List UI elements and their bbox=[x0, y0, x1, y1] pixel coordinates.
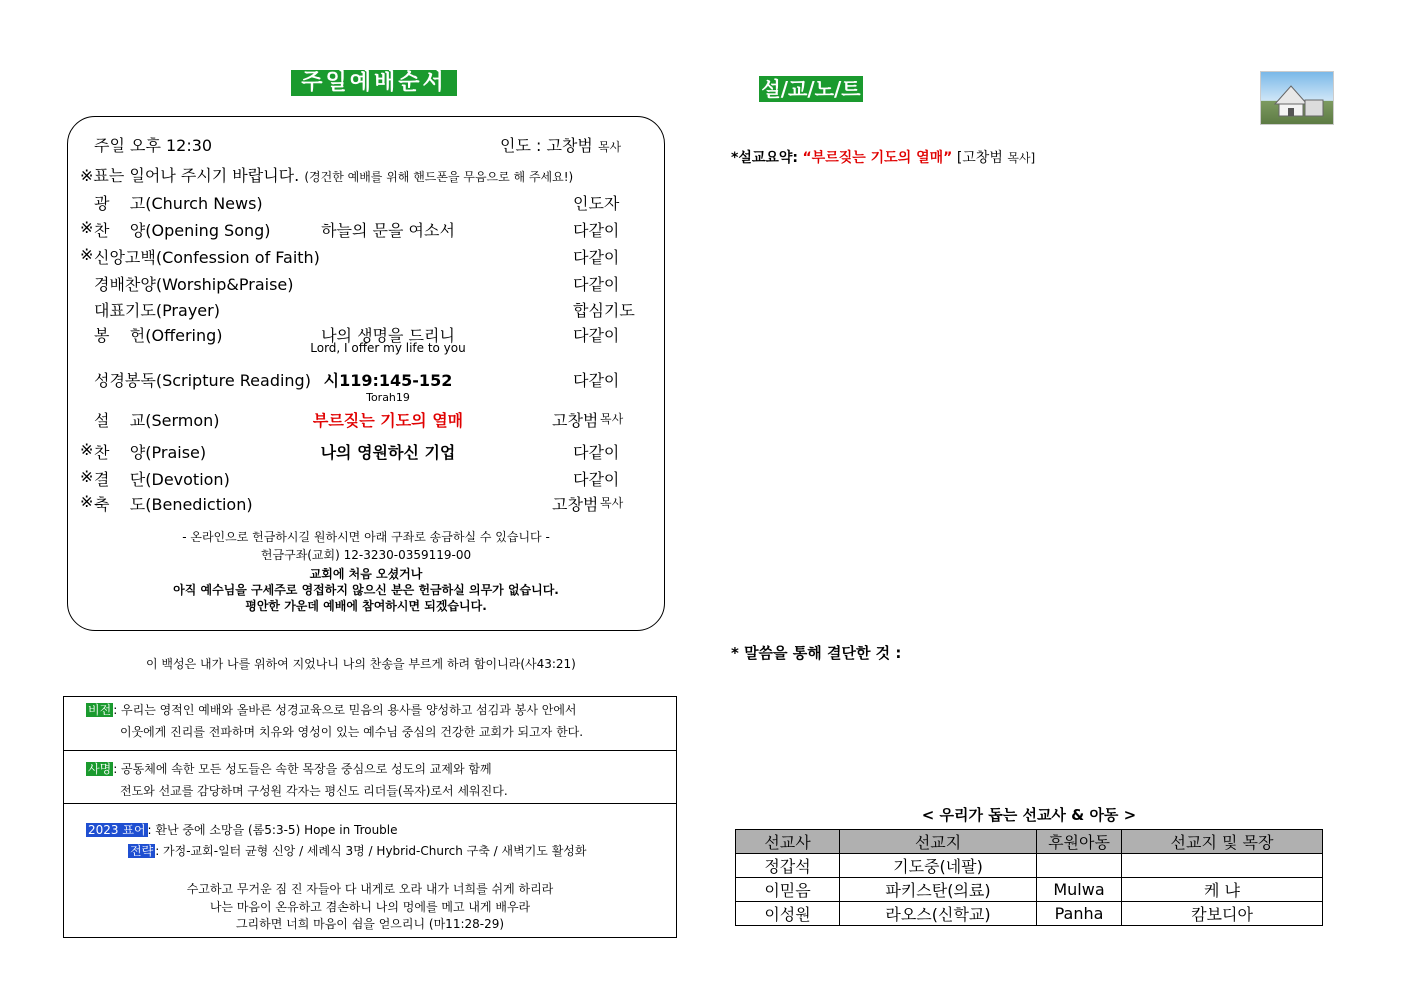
table-cell bbox=[1122, 854, 1323, 878]
order-item-person: 인도자 bbox=[573, 194, 620, 213]
motto-tag: 2023 표어 bbox=[88, 823, 146, 837]
order-item-person-suffix: 목사 bbox=[600, 496, 624, 510]
stand-mark: ※ bbox=[80, 440, 94, 459]
sermon-summary: *설교요약: “부르짖는 기도의 열매” [고창범 목사] bbox=[731, 150, 1036, 166]
order-item-name: 봉 헌(Offering) bbox=[94, 326, 223, 345]
order-item-name: 성경봉독(Scripture Reading) bbox=[94, 371, 311, 390]
column-header: 후원아동 bbox=[1037, 830, 1122, 854]
online-note: - 온라인으로 헌금하시길 원하시면 아래 구좌로 송금하실 수 있습니다 - bbox=[182, 530, 550, 544]
table-row bbox=[736, 878, 1323, 902]
order-item-name: 찬 양(Opening Song) bbox=[94, 221, 271, 240]
service-time: 주일 오후 12:30 bbox=[94, 136, 213, 155]
table-row bbox=[736, 902, 1323, 926]
closing-verse-2: 나는 마음이 온유하고 겸손하니 나의 멍에를 메고 내게 배우라 bbox=[209, 900, 531, 914]
order-item-name: 축 도(Benediction) bbox=[94, 495, 253, 514]
order-item-content: 하늘의 문을 여소서 bbox=[321, 221, 455, 240]
worship-order-box bbox=[67, 116, 665, 631]
vision-tag: 비전 bbox=[88, 703, 112, 717]
vision-box bbox=[63, 696, 677, 938]
order-item-person: 다같이 bbox=[573, 443, 620, 462]
order-item-content: 나의 생명을 드리니 bbox=[321, 326, 455, 345]
order-item-person: 다같이 bbox=[573, 248, 620, 267]
closing-verse-3: 그리하면 너희 마음이 쉼을 얻으리니 (마11:28-29) bbox=[235, 917, 505, 931]
order-item-name: 신앙고백(Confession of Faith) bbox=[94, 248, 320, 267]
table-cell: 정갑석 bbox=[736, 854, 840, 878]
worship-order-title: 주일예배순서 bbox=[291, 70, 457, 96]
first-visit-line-2: 아직 예수님을 구세주로 영접하지 않으신 분은 헌금하실 의무가 없습니다. bbox=[173, 583, 559, 597]
order-item-name: 경배찬양(Worship&Praise) bbox=[94, 275, 294, 294]
order-item-person: 다같이 bbox=[573, 326, 620, 345]
order-item-person: 다같이 bbox=[573, 371, 620, 390]
stand-mark: ※ bbox=[80, 245, 94, 264]
table-row bbox=[736, 854, 1323, 878]
table-cell: Mulwa bbox=[1037, 878, 1122, 902]
missionary-table-title: < 우리가 돕는 선교사 & 아동 > bbox=[921, 806, 1137, 824]
mission-line-2: 전도와 선교를 감당하며 구성원 각자는 평신도 리더들(목자)로서 세워진다. bbox=[120, 784, 508, 798]
order-item-subcontent: Lord, I offer my life to you bbox=[310, 341, 466, 355]
stand-mark: ※ bbox=[80, 467, 94, 486]
stand-mark: ※ bbox=[80, 218, 94, 237]
order-item-person: 고창범 bbox=[552, 411, 599, 430]
order-item-note: Torah19 bbox=[366, 391, 410, 404]
table-cell: 케 냐 bbox=[1122, 878, 1323, 902]
table-cell: 파키스탄(의료) bbox=[840, 878, 1037, 902]
table-cell: Panha bbox=[1037, 902, 1122, 926]
table-cell: 이믿음 bbox=[736, 878, 840, 902]
strategy-line: 전략 : 가정-교회-일터 균형 신앙 / 세례식 3명 / Hybrid-Church 구축 / 새벽기도 활성화 bbox=[130, 844, 587, 858]
order-item-person: 다같이 bbox=[573, 470, 620, 489]
first-visit-line-1: 교회에 처음 오셨거나 bbox=[309, 567, 423, 581]
order-item-content: 부르짖는 기도의 열매 bbox=[312, 411, 464, 430]
column-header: 선교지 및 목장 bbox=[1122, 830, 1323, 854]
table-cell: 이성원 bbox=[736, 902, 840, 926]
order-item-content: 나의 영원하신 기업 bbox=[320, 443, 456, 462]
mission-line-1: 사명 : 공동체에 속한 모든 성도들은 속한 목장을 중심으로 성도의 교제와 함께 bbox=[88, 762, 492, 776]
table-cell: 기도중(네팔) bbox=[840, 854, 1037, 878]
table-cell: 라오스(신학교) bbox=[840, 902, 1037, 926]
order-item-content: 시119:145-152 bbox=[323, 371, 453, 390]
account-info: 헌금구좌(교회) 12-3230-0359119-00 bbox=[260, 548, 472, 562]
order-item-person-suffix: 목사 bbox=[600, 412, 624, 426]
order-item-name: 찬 양(Praise) bbox=[94, 443, 207, 462]
church-photo bbox=[1260, 71, 1334, 125]
closing-verse-1: 수고하고 무거운 짐 진 자들아 다 내게로 오라 내가 너희를 쉬게 하리라 bbox=[186, 882, 554, 896]
table-cell bbox=[1037, 854, 1122, 878]
theme-verse: 이 백성은 내가 나를 위하여 지었나니 나의 찬송을 부르게 하려 함이니라(사43:21) bbox=[146, 657, 576, 671]
order-item-name: 대표기도(Prayer) bbox=[94, 301, 220, 320]
sermon-note-title: 설/교/노/트 bbox=[759, 76, 863, 102]
decision-label: * 말씀을 통해 결단한 것 : bbox=[731, 644, 902, 662]
stand-mark: ※ bbox=[80, 492, 94, 511]
column-header: 선교사 bbox=[736, 830, 840, 854]
order-item-person: 다같이 bbox=[573, 221, 620, 240]
mission-tag: 사명 bbox=[88, 762, 112, 776]
missionary-table bbox=[735, 829, 1323, 926]
table-cell: 캄보디아 bbox=[1122, 902, 1323, 926]
vision-line-1: 비전 : 우리는 영적인 예배와 올바른 성경교육으로 믿음의 용사를 양성하고 섬김과 봉사 안에서 bbox=[88, 703, 577, 717]
service-leader: 인도 : 고창범 목사 bbox=[500, 136, 622, 155]
first-visit-line-3: 평안한 가운데 예배에 참여하시면 되겠습니다. bbox=[245, 599, 487, 613]
order-item-name: 광 고(Church News) bbox=[94, 194, 263, 213]
strategy-tag: 전략 bbox=[130, 844, 154, 858]
order-item-person: 합심기도 bbox=[573, 301, 635, 320]
order-item-name: 설 교(Sermon) bbox=[94, 411, 220, 430]
motto-line: 2023 표어 : 환난 중에 소망을 (롬5:3-5) Hope in Trouble bbox=[88, 823, 398, 837]
order-item-person: 고창범 bbox=[552, 495, 599, 514]
order-item-person: 다같이 bbox=[573, 275, 620, 294]
column-header: 선교지 bbox=[840, 830, 1037, 854]
order-item-name: 결 단(Devotion) bbox=[94, 470, 230, 489]
vision-line-2: 이웃에게 진리를 전파하며 치유와 영성이 있는 예수님 중심의 건강한 교회가 되고자 한다. bbox=[120, 725, 584, 739]
stand-note: ※표는 일어나 주시기 바랍니다. (경건한 예배를 위해 핸드폰을 무음으로 해 주세요!) bbox=[80, 166, 574, 185]
